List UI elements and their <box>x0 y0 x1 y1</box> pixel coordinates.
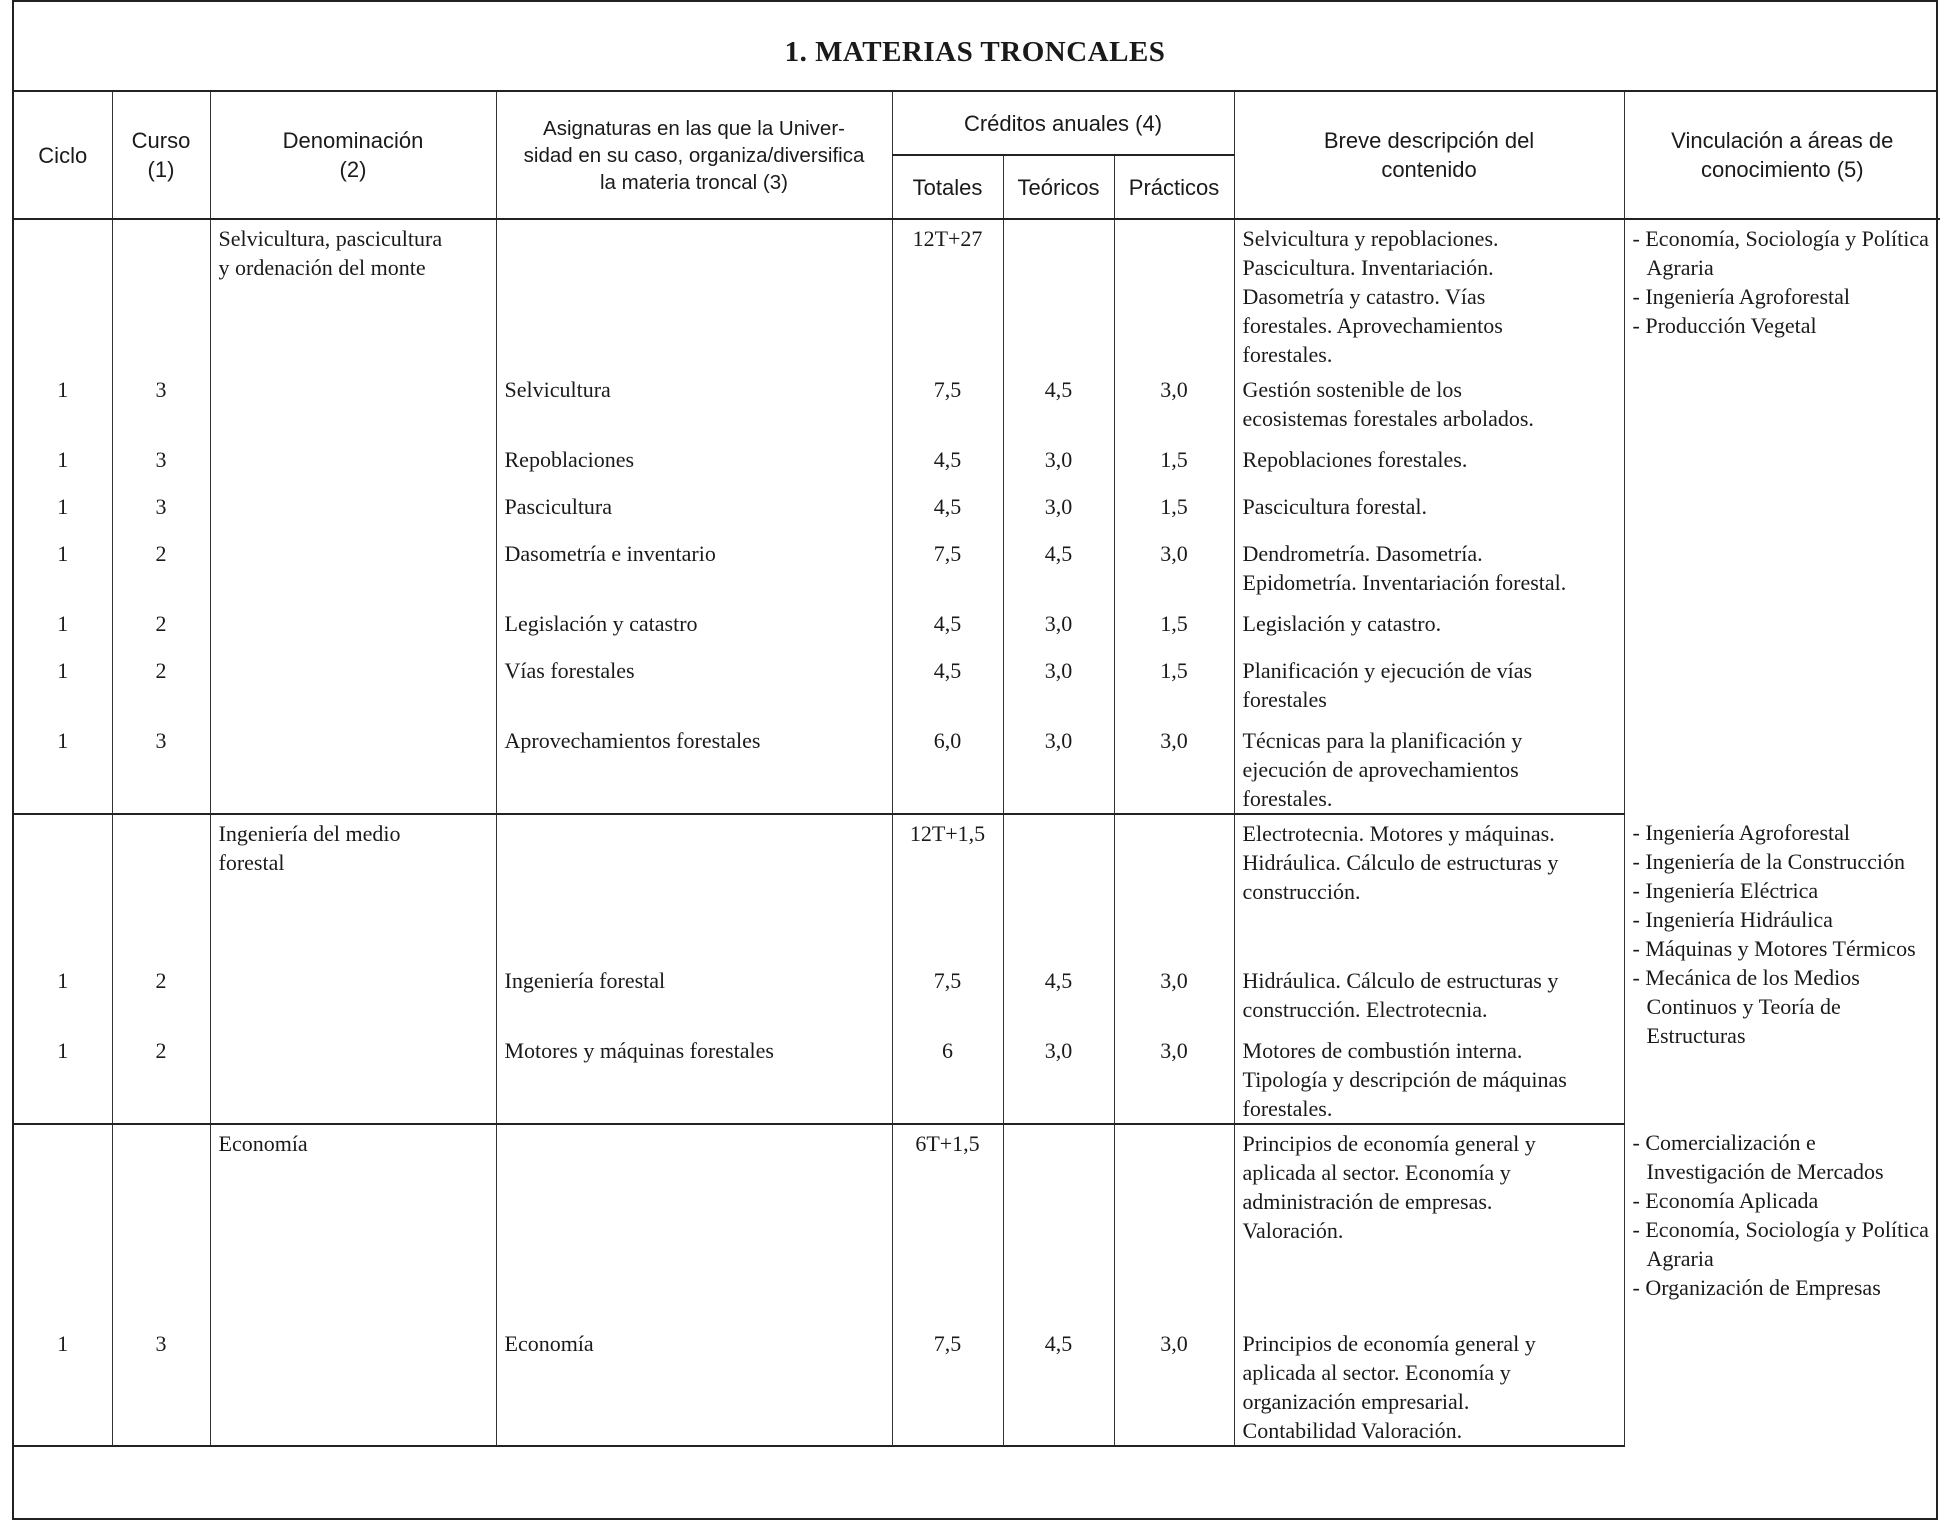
header-teoricos: Teóricos <box>1003 155 1114 219</box>
practicos-cell: 3,0 <box>1114 1036 1234 1124</box>
area-label: Mecánica de los Medios Continuos y Teoría de Estructuras <box>1645 965 1860 1048</box>
area-item: - Ingeniería Hidráulica <box>1632 907 1833 932</box>
teoricos-cell: 4,5 <box>1003 375 1114 445</box>
descripcion-cell: Principios de economía general y aplicada al sector. Economía y organización empresarial. Contabilidad Valoración. <box>1234 1329 1624 1446</box>
area-item: - Economía, Sociología y Política Agraria <box>1632 1217 1929 1271</box>
ciclo-cell: 1 <box>14 656 112 726</box>
curso-cell <box>112 219 210 375</box>
document-page <box>12 0 1938 1520</box>
curso-cell <box>112 1124 210 1329</box>
totales-cell: 4,5 <box>892 656 1003 726</box>
teoricos-cell <box>1003 219 1114 375</box>
ciclo-cell: 1 <box>14 539 112 609</box>
totales-cell: 7,5 <box>892 539 1003 609</box>
teoricos-cell: 4,5 <box>1003 539 1114 609</box>
practicos-cell <box>1114 814 1234 966</box>
area-label: Economía Aplicada <box>1645 1188 1819 1213</box>
asignatura-cell <box>496 219 892 375</box>
curso-cell: 3 <box>112 445 210 492</box>
denominacion-cell <box>210 445 496 492</box>
teoricos-cell: 3,0 <box>1003 609 1114 656</box>
totales-cell: 7,5 <box>892 966 1003 1036</box>
totales-cell: 6T+1,5 <box>892 1124 1003 1329</box>
area-label: Ingeniería Eléctrica <box>1645 878 1819 903</box>
ciclo-cell <box>14 219 112 375</box>
practicos-cell <box>1114 1124 1234 1329</box>
areas-cell <box>1624 219 1940 814</box>
teoricos-cell: 3,0 <box>1003 726 1114 814</box>
descripcion-cell: Técnicas para la planificación y ejecución de aprovechamientos forestales. <box>1234 726 1624 814</box>
practicos-cell: 3,0 <box>1114 539 1234 609</box>
ciclo-cell: 1 <box>14 375 112 445</box>
curso-cell: 3 <box>112 1329 210 1446</box>
curso-cell: 3 <box>112 726 210 814</box>
totales-cell: 6,0 <box>892 726 1003 814</box>
denominacion-cell <box>210 609 496 656</box>
teoricos-cell: 4,5 <box>1003 1329 1114 1446</box>
totales-cell: 4,5 <box>892 445 1003 492</box>
ciclo-cell: 1 <box>14 726 112 814</box>
totales-cell: 6 <box>892 1036 1003 1124</box>
practicos-cell: 1,5 <box>1114 445 1234 492</box>
descripcion-cell: Gestión sostenible de los ecosistemas forestales arbolados. <box>1234 375 1624 445</box>
area-item: - Producción Vegetal <box>1632 313 1817 338</box>
denominacion-cell <box>210 1036 496 1124</box>
ciclo-cell: 1 <box>14 609 112 656</box>
header-vinculacion: Vinculación a áreas de conocimiento (5) <box>1624 92 1940 219</box>
area-item: - Mecánica de los Medios Continuos y Teoría de Estructuras <box>1632 965 1860 1048</box>
teoricos-cell: 3,0 <box>1003 492 1114 539</box>
area-label: Ingeniería Agroforestal <box>1645 284 1850 309</box>
areas-list <box>1625 818 1941 1050</box>
asignatura-cell: Motores y máquinas forestales <box>496 1036 892 1124</box>
asignatura-cell: Aprovechamientos forestales <box>496 726 892 814</box>
denominacion-cell <box>210 726 496 814</box>
descripcion-cell: Motores de combustión interna. Tipología y descripción de máquinas forestales. <box>1234 1036 1624 1124</box>
descripcion-cell: Planificación y ejecución de vías forestales <box>1234 656 1624 726</box>
area-item: - Organización de Empresas <box>1632 1275 1881 1300</box>
curso-cell: 2 <box>112 609 210 656</box>
teoricos-cell: 3,0 <box>1003 656 1114 726</box>
asignatura-cell: Ingeniería forestal <box>496 966 892 1036</box>
table-body <box>14 219 1940 1446</box>
asignatura-cell: Dasometría e inventario <box>496 539 892 609</box>
curso-cell <box>112 814 210 966</box>
denominacion-cell: Ingeniería del medio forestal <box>210 814 496 966</box>
area-item: - Ingeniería Agroforestal <box>1632 820 1850 845</box>
teoricos-cell <box>1003 814 1114 966</box>
area-item: - Economía, Sociología y Política Agraria <box>1632 226 1929 280</box>
area-item: - Comercialización e Investigación de Mercados <box>1632 1130 1884 1184</box>
header-asignaturas: Asignaturas en las que la Univer- sidad en su caso, organiza/diversifica la materia troncal (3) <box>496 92 892 219</box>
denominacion-cell: Selvicultura, pascicultura y ordenación del monte <box>210 219 496 375</box>
areas-cell <box>1624 814 1940 1124</box>
asignatura-cell: Economía <box>496 1329 892 1446</box>
practicos-cell: 3,0 <box>1114 726 1234 814</box>
ciclo-cell: 1 <box>14 445 112 492</box>
asignatura-cell: Vías forestales <box>496 656 892 726</box>
curso-cell: 2 <box>112 656 210 726</box>
area-label: Economía, Sociología y Política Agraria <box>1645 1217 1929 1271</box>
descripcion-cell: Repoblaciones forestales. <box>1234 445 1624 492</box>
denominacion-cell <box>210 375 496 445</box>
descripcion-cell: Selvicultura y repoblaciones. Pascicultura. Inventariación. Dasometría y catastro. Vías forestales. Aprovechamientos forestales. <box>1234 219 1624 375</box>
group-header-row <box>14 219 1940 375</box>
practicos-cell <box>1114 219 1234 375</box>
totales-cell: 12T+27 <box>892 219 1003 375</box>
curso-cell: 3 <box>112 375 210 445</box>
teoricos-cell: 3,0 <box>1003 1036 1114 1124</box>
totales-cell: 7,5 <box>892 375 1003 445</box>
descripcion-cell: Pascicultura forestal. <box>1234 492 1624 539</box>
materias-table <box>14 92 1940 1447</box>
header-creditos: Créditos anuales (4) <box>892 92 1234 155</box>
ciclo-cell: 1 <box>14 966 112 1036</box>
header-totales: Totales <box>892 155 1003 219</box>
asignatura-cell: Repoblaciones <box>496 445 892 492</box>
page-title: 1. MATERIAS TRONCALES <box>14 2 1936 92</box>
practicos-cell: 1,5 <box>1114 492 1234 539</box>
practicos-cell: 3,0 <box>1114 375 1234 445</box>
curso-cell: 3 <box>112 492 210 539</box>
area-label: Organización de Empresas <box>1645 1275 1881 1300</box>
practicos-cell: 3,0 <box>1114 1329 1234 1446</box>
totales-cell: 4,5 <box>892 492 1003 539</box>
area-label: Máquinas y Motores Térmicos <box>1645 936 1916 961</box>
area-label: Ingeniería Agroforestal <box>1645 820 1850 845</box>
area-label: Ingeniería Hidráulica <box>1645 907 1833 932</box>
practicos-cell: 1,5 <box>1114 656 1234 726</box>
denominacion-cell <box>210 656 496 726</box>
asignatura-cell: Legislación y catastro <box>496 609 892 656</box>
asignatura-cell <box>496 1124 892 1329</box>
curso-cell: 2 <box>112 1036 210 1124</box>
denominacion-cell: Economía <box>210 1124 496 1329</box>
ciclo-cell <box>14 1124 112 1329</box>
denominacion-cell <box>210 966 496 1036</box>
ciclo-cell: 1 <box>14 1036 112 1124</box>
area-label: Economía, Sociología y Política Agraria <box>1645 226 1929 280</box>
teoricos-cell <box>1003 1124 1114 1329</box>
area-label: Producción Vegetal <box>1645 313 1817 338</box>
practicos-cell: 1,5 <box>1114 609 1234 656</box>
teoricos-cell: 3,0 <box>1003 445 1114 492</box>
asignatura-cell: Pascicultura <box>496 492 892 539</box>
area-item: - Máquinas y Motores Térmicos <box>1632 936 1916 961</box>
header-ciclo: Ciclo <box>14 92 112 219</box>
asignatura-cell <box>496 814 892 966</box>
group-header-row <box>14 814 1940 966</box>
descripcion-cell: Principios de economía general y aplicada al sector. Economía y administración de empresas. Valoración. <box>1234 1124 1624 1329</box>
curso-cell: 2 <box>112 539 210 609</box>
group-header-row <box>14 1124 1940 1329</box>
descripcion-cell: Legislación y catastro. <box>1234 609 1624 656</box>
ciclo-cell: 1 <box>14 492 112 539</box>
asignatura-cell: Selvicultura <box>496 375 892 445</box>
area-item: - Economía Aplicada <box>1632 1188 1819 1213</box>
descripcion-cell: Hidráulica. Cálculo de estructuras y construcción. Electrotecnia. <box>1234 966 1624 1036</box>
area-item: - Ingeniería Agroforestal <box>1632 284 1850 309</box>
totales-cell: 12T+1,5 <box>892 814 1003 966</box>
area-label: Ingeniería de la Construcción <box>1645 849 1905 874</box>
area-label: Comercialización e Investigación de Mercados <box>1645 1130 1884 1184</box>
area-item: - Ingeniería Eléctrica <box>1632 878 1819 903</box>
teoricos-cell: 4,5 <box>1003 966 1114 1036</box>
header-curso: Curso (1) <box>112 92 210 219</box>
areas-list <box>1625 224 1941 340</box>
denominacion-cell <box>210 539 496 609</box>
practicos-cell: 3,0 <box>1114 966 1234 1036</box>
header-denominacion: Denominación (2) <box>210 92 496 219</box>
descripcion-cell: Electrotecnia. Motores y máquinas. Hidráulica. Cálculo de estructuras y construcción. <box>1234 814 1624 966</box>
areas-list <box>1625 1128 1941 1302</box>
header-descripcion: Breve descripción del contenido <box>1234 92 1624 219</box>
denominacion-cell <box>210 492 496 539</box>
ciclo-cell <box>14 814 112 966</box>
header-practicos: Prácticos <box>1114 155 1234 219</box>
ciclo-cell: 1 <box>14 1329 112 1446</box>
denominacion-cell <box>210 1329 496 1446</box>
curso-cell: 2 <box>112 966 210 1036</box>
area-item: - Ingeniería de la Construcción <box>1632 849 1905 874</box>
totales-cell: 4,5 <box>892 609 1003 656</box>
areas-cell <box>1624 1124 1940 1446</box>
descripcion-cell: Dendrometría. Dasometría. Epidometría. Inventariación forestal. <box>1234 539 1624 609</box>
totales-cell: 7,5 <box>892 1329 1003 1446</box>
